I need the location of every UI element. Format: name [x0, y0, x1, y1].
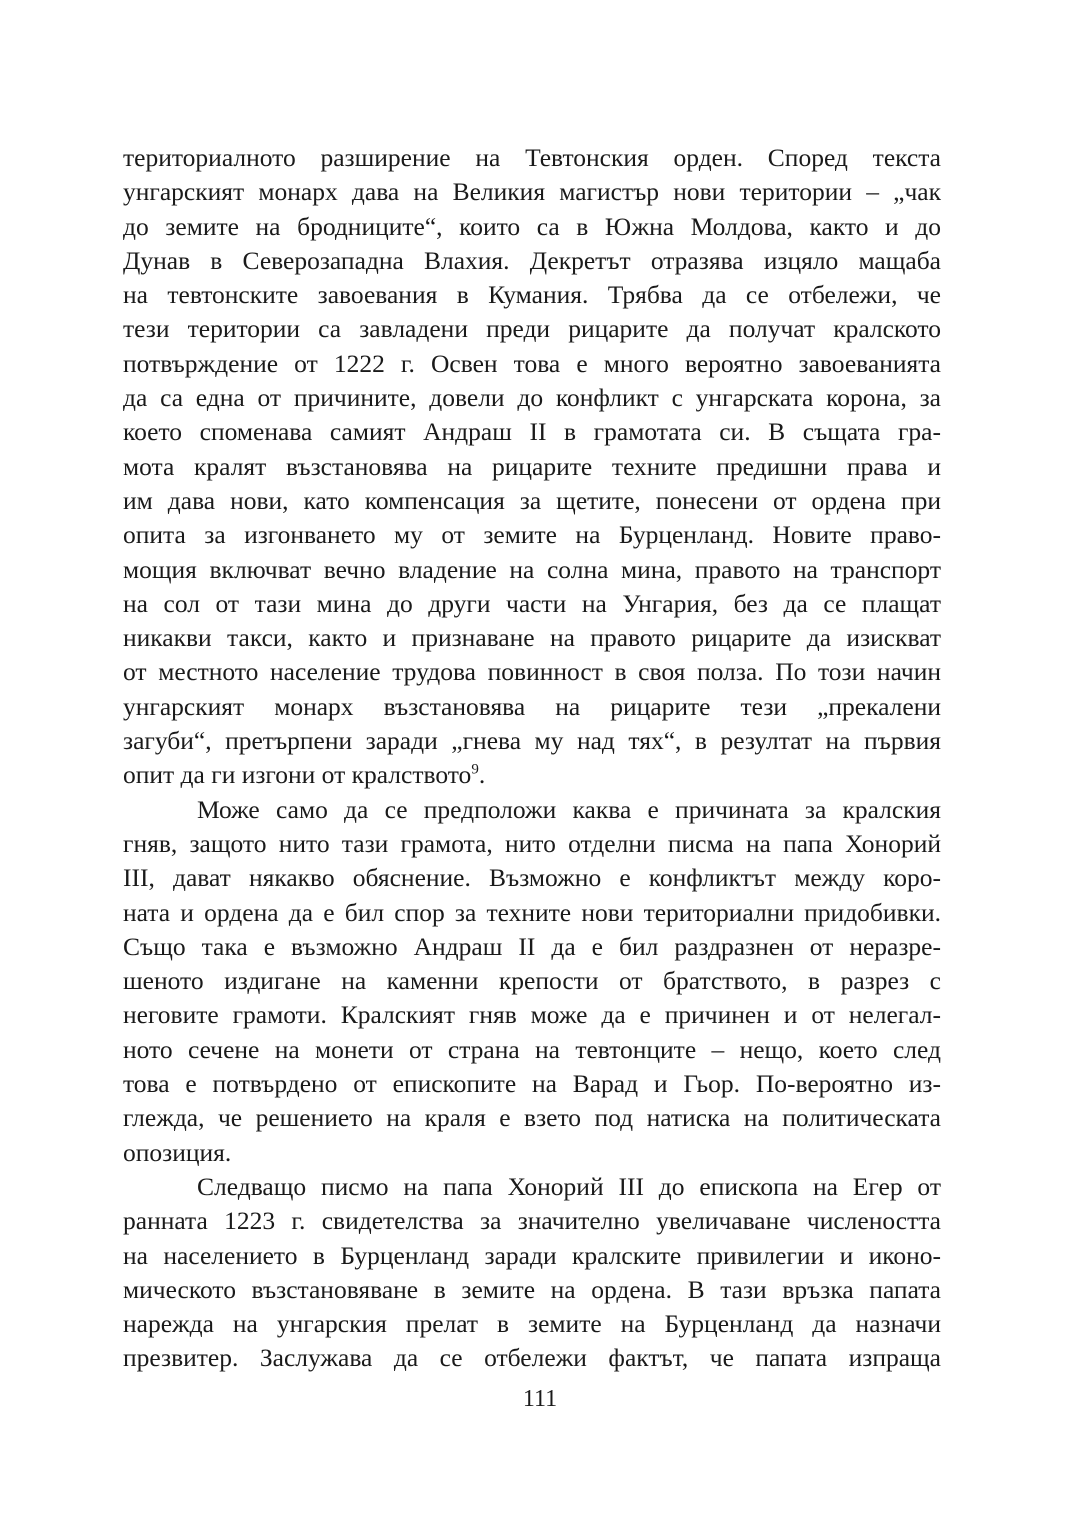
text-line: Дунав в Северозападна Влахия. Декретът отразява изцяло мащаба: [123, 245, 941, 275]
text-line: тези територии са завладени преди рицарите да получат кралското: [123, 314, 941, 344]
text-line: Може само да се предположи каква е причината за кралския: [197, 794, 941, 824]
text-line: от местното население трудова повинност в своя полза. По този начин: [123, 657, 941, 687]
text-line: загуби“, претърпени заради „гнева му над тях“, в резултат на първия: [123, 726, 941, 756]
text-line: мическото възстановяване в земите на ордена. В тази връзка папата: [123, 1274, 941, 1304]
text-line: да са една от причините, довели до конфликт с унгарската корона, за: [123, 383, 941, 413]
text-line: мота кралят възстановява на рицарите техните предишни права и: [123, 451, 941, 481]
text-line: ранната 1223 г. свидетелства за значително увеличаване числеността: [123, 1206, 941, 1236]
text-line: нарежда на унгарския прелат в земите на Бурценланд да назначи: [123, 1309, 941, 1339]
text-line: гняв, защото нито тази грамота, нито отделни писма на папа Хонорий: [123, 828, 941, 858]
text-line: шеното издигане на каменни крепости от братството, в разрез с: [123, 966, 941, 996]
text-line: им дава нови, като компенсация за щетите, понесени от ордена при: [123, 485, 941, 515]
paragraph-2: [123, 793, 941, 1170]
text-line: унгарският монарх възстановява на рицарите тези „прекалени: [123, 691, 941, 721]
text-line: никакви такси, както и признаване на правото рицарите да изискват: [123, 623, 941, 653]
text-line: глежда, че решението на краля е взето под натиска на политическата: [123, 1103, 941, 1133]
text-line: презвитер. Заслужава да се отбележи фактът, че папата изпраща: [123, 1343, 941, 1373]
text-line: това е потвърдено от епископите на Варад и Гьор. По-вероятно из-: [123, 1069, 941, 1099]
document-page: [123, 141, 941, 1376]
text-line: опозиция.: [123, 1137, 232, 1167]
text-line: III, дават някакво обяснение. Възможно е конфликтът между коро-: [123, 863, 941, 893]
line-text: опит да ги изгони от кралството: [123, 760, 472, 790]
text-line: унгарският монарх дава на Великия магистър нови територии – „чак: [123, 177, 941, 207]
text-line: мощия включват вечно владение на солна мина, правото на транспорт: [123, 554, 941, 584]
text-line: на сол от тази мина до други части на Унгария, без да се плащат: [123, 588, 941, 618]
text-line: до земите на бродниците“, които са в Южна Молдова, както и до: [123, 211, 941, 241]
text-line: опит да ги изгони от кралството$^9$.: [123, 760, 486, 790]
text-line: което споменава самият Андраш II в грамотата си. В същата гра-: [123, 417, 941, 447]
text-line: потвърждение от 1222 г. Освен това е много вероятно завоеванията: [123, 348, 941, 378]
text-line: Следващо писмо на папа Хонорий III до епископа на Егер от: [197, 1171, 941, 1201]
text-line: неговите грамоти. Кралският гняв може да е причинен и от нелегал-: [123, 1000, 941, 1030]
text-line: териториалното разширение на Тевтонския орден. Според текста: [123, 143, 941, 172]
paragraph-3: [123, 1170, 941, 1376]
footnote-marker[interactable]: 9: [471, 761, 479, 778]
page-number: 111: [522, 1386, 558, 1412]
text-line: Също така е възможно Андраш II да е бил раздразнен от неразре-: [123, 931, 941, 961]
paragraph-1: [123, 141, 941, 793]
text-line: опита за изгонването му от земите на Бурценланд. Новите право-: [123, 520, 941, 550]
text-line: на населението в Бурценланд заради кралските привилегии и иконо-: [123, 1240, 941, 1270]
text-line: ната и ордена да е бил спор за техните нови териториални придобивки.: [123, 897, 941, 927]
text-line: ното сечене на монети от страна на тевтонците – нещо, което след: [123, 1034, 941, 1064]
text-line: на тевтонските завоевания в Кумания. Трябва да се отбележи, че: [123, 280, 941, 310]
